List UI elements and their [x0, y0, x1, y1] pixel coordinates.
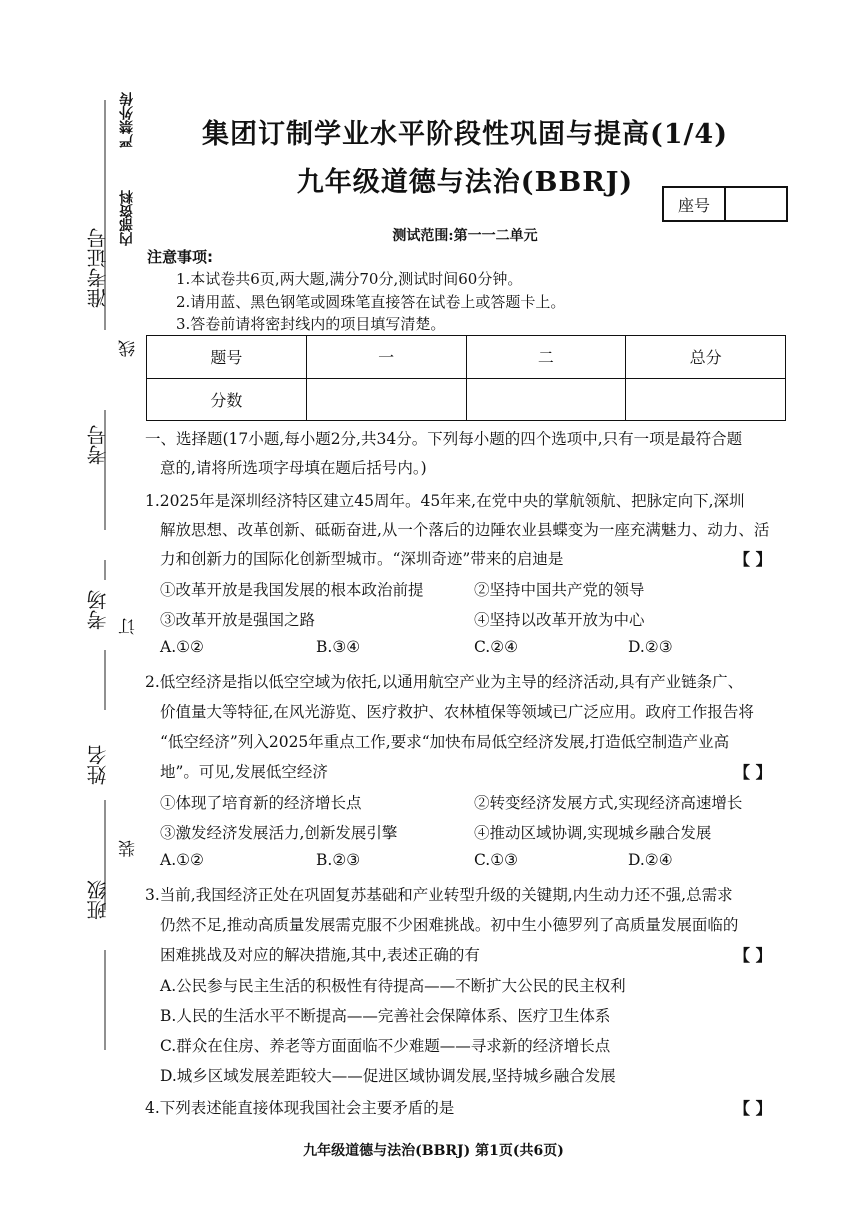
question-text: 3.当前,我国经济正处在巩固复苏基础和产业转型升级的关键期,内生动力还不强,总需求 — [145, 886, 733, 904]
class-label: 班级 — [86, 880, 110, 920]
exam-room-label: 考场 — [86, 590, 110, 630]
section-instructions: 意的,请将所选项字母填在题后括号内。) — [160, 459, 427, 477]
option-b: B.②③ — [316, 851, 361, 869]
statement: ①改革开放是我国发展的根本政治前提 — [160, 581, 424, 599]
score-input-cell[interactable] — [306, 378, 466, 421]
option-a: A.①② — [160, 851, 204, 869]
statement: ②转变经济发展方式,实现经济高速增长 — [474, 794, 743, 812]
seal-bind-char: 订 — [119, 618, 139, 635]
score-table — [146, 335, 786, 421]
question-text: 4.下列表述能直接体现我国社会主要矛盾的是 — [145, 1099, 455, 1117]
statement: ③改革开放是强国之路 — [160, 611, 316, 629]
answer-bracket[interactable]: 【 】 — [734, 763, 772, 782]
notice-heading: 注意事项: — [147, 248, 213, 266]
answer-bracket[interactable]: 【 】 — [734, 1099, 772, 1118]
choice-c: C.群众在住房、养老等方面面临不少难题——寻求新的经济增长点 — [160, 1037, 611, 1055]
option-d: D.②④ — [628, 851, 673, 869]
name-label: 姓名 — [86, 745, 110, 785]
table-cell: 题号 — [147, 336, 307, 379]
choice-a: A.公民参与民主生活的积极性有待提高——不断扩大公民的民主权利 — [160, 977, 626, 995]
exam-id-label: 准考证号 — [86, 228, 110, 308]
exam-title: 集团订制学业水平阶段性巩固与提高(1/4) — [202, 119, 728, 150]
question-text: 仍然不足,推动高质量发展需克服不少困难挑战。初中生小德罗列了高质量发展面临的 — [160, 916, 739, 934]
page-footer: 九年级道德与法治(BBRJ) 第1页(共6页) — [303, 1143, 564, 1159]
table-cell: 二 — [466, 336, 626, 379]
choice-b: B.人民的生活水平不断提高——完善社会保障体系、医疗卫生体系 — [160, 1007, 611, 1025]
section-instructions: 一、选择题(17小题,每小题2分,共34分。下列每小题的四个选项中,只有一项是最符合题 — [145, 430, 743, 448]
statement: ①体现了培育新的经济增长点 — [160, 794, 362, 812]
seal-load-char: 装 — [119, 840, 139, 857]
exam-number-label: 考号 — [86, 425, 110, 465]
statement: ④坚持以改革开放为中心 — [474, 611, 645, 629]
question-text: 2.低空经济是指以低空空域为依托,以通用航空产业为主导的经济活动,具有产业链条广、 — [145, 673, 744, 691]
question-text: 困难挑战及对应的解决措施,其中,表述正确的有 — [160, 946, 480, 964]
table-cell: 一 — [306, 336, 466, 379]
seat-label: 座号 — [664, 188, 726, 220]
question-text: “低空经济”列入2025年重点工作,要求“加快布局低空经济发展,打造低空制造产业高 — [160, 733, 730, 751]
test-scope: 测试范围:第一一二单元 — [392, 228, 538, 244]
score-input-cell[interactable] — [626, 378, 786, 421]
option-d: D.②③ — [628, 638, 673, 656]
option-c: C.①③ — [474, 851, 519, 869]
option-b: B.③④ — [316, 638, 361, 656]
statement: ③激发经济发展活力,创新发展引擎 — [160, 824, 398, 842]
seal-line-char: 线 — [119, 340, 139, 357]
question-text: 价值量大等特征,在风光游览、医疗救护、农林植保等领域已广泛应用。政府工作报告将 — [160, 703, 754, 721]
table-row — [147, 378, 786, 421]
internal-material-label: 内部资料 — [119, 190, 135, 246]
answer-bracket[interactable]: 【 】 — [734, 946, 772, 965]
statement: ④推动区域协调,实现城乡融合发展 — [474, 824, 712, 842]
confidential-label: 严禁外传 — [119, 92, 135, 148]
answer-bracket[interactable]: 【 】 — [734, 550, 772, 569]
table-row — [147, 336, 786, 379]
notice-item: 2.请用蓝、黑色钢笔或圆珠笔直接答在试卷上或答题卡上。 — [176, 293, 566, 311]
notice-item: 3.答卷前请将密封线内的项目填写清楚。 — [176, 315, 446, 333]
option-c: C.②④ — [474, 638, 519, 656]
table-cell: 分数 — [147, 378, 307, 421]
table-cell: 总分 — [626, 336, 786, 379]
question-text: 力和创新力的国际化创新型城市。“深圳奇迹”带来的启迪是 — [160, 550, 564, 568]
score-input-cell[interactable] — [466, 378, 626, 421]
choice-d: D.城乡区域发展差距较大——促进区域协调发展,坚持城乡融合发展 — [160, 1067, 616, 1085]
seat-number-box — [662, 186, 788, 222]
seat-value-field[interactable] — [726, 188, 786, 220]
exam-subtitle: 九年级道德与法治(BBRJ) — [296, 167, 634, 198]
option-a: A.①② — [160, 638, 204, 656]
question-text: 解放思想、改革创新、砥砺奋进,从一个落后的边陲农业县蝶变为一座充满魅力、动力、活 — [160, 521, 770, 539]
question-text: 1.2025年是深圳经济特区建立45周年。45年来,在党中央的掌航领航、把脉定向下,深圳 — [145, 492, 745, 510]
question-text: 地”。可见,发展低空经济 — [160, 763, 328, 781]
statement: ②坚持中国共产党的领导 — [474, 581, 645, 599]
notice-item: 1.本试卷共6页,两大题,满分70分,测试时间60分钟。 — [176, 270, 523, 288]
